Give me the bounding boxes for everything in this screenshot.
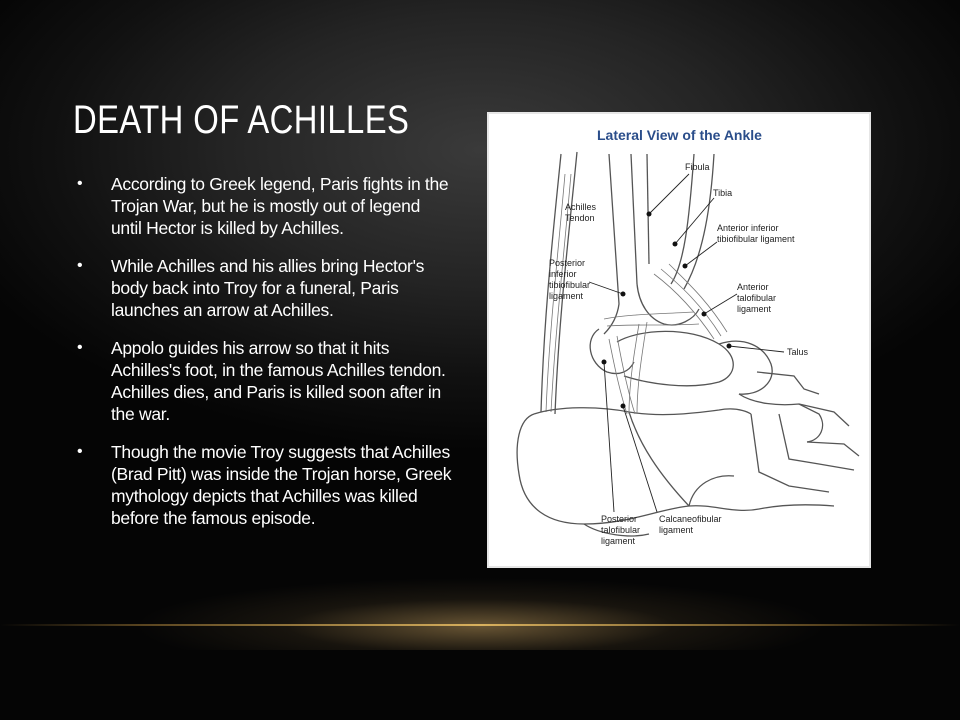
label-achilles-2: Tendon <box>565 213 595 223</box>
label-ant-inf-tib-2: tibiofibular ligament <box>717 234 795 244</box>
label-talus: Talus <box>787 347 809 357</box>
ankle-diagram-svg <box>489 114 869 566</box>
bullet-dot: • <box>77 175 83 192</box>
leg-bones-drawing <box>604 154 714 334</box>
diagram-title: Lateral View of the Ankle <box>597 127 762 143</box>
bullet-item <box>73 255 453 321</box>
label-post-inf-3: tibiofibular <box>549 280 591 290</box>
bullet-item <box>73 441 453 529</box>
label-post-talo-3: ligament <box>601 536 636 546</box>
bullet-dot: • <box>77 339 83 356</box>
label-post-talo-1: Posterior <box>601 514 638 524</box>
bullet-item <box>73 173 453 239</box>
bullet-dot: • <box>77 443 83 460</box>
label-calc-2: ligament <box>659 525 694 535</box>
foot-bones-drawing <box>517 329 859 536</box>
label-ant-talo-2: talofibular <box>737 293 777 303</box>
label-ant-inf-tib-1: Anterior inferior <box>717 223 779 233</box>
label-post-inf-2: inferior <box>549 269 577 279</box>
slide-title: DEATH OF ACHILLES <box>73 98 410 142</box>
label-achilles-1: Achilles <box>565 202 597 212</box>
bullet-text: According to Greek legend, Paris fights in the Trojan War, but he is mostly out of legend until Hector is killed by Achilles. <box>111 174 449 238</box>
bullet-text: While Achilles and his allies bring Hector's body back into Troy for a funeral, Paris launches an arrow at Achilles. <box>111 256 425 320</box>
accent-line <box>0 624 960 626</box>
bullet-item <box>73 337 453 425</box>
bottom-glow <box>0 560 960 650</box>
bullet-list <box>73 173 453 545</box>
label-post-talo-2: talofibular <box>601 525 641 535</box>
label-ant-talo-1: Anterior <box>737 282 769 292</box>
label-tibia: Tibia <box>713 188 733 198</box>
bullet-text: Appolo guides his arrow so that it hits Achilles's foot, in the famous Achilles tendon. Achilles dies, and Paris is killed soon after in the war. <box>111 338 446 424</box>
label-ant-talo-3: ligament <box>737 304 772 314</box>
label-post-inf-4: ligament <box>549 291 584 301</box>
ankle-diagram <box>487 112 871 568</box>
label-calc-1: Calcaneofibular <box>659 514 722 524</box>
bullet-text: Though the movie Troy suggests that Achilles (Brad Pitt) was inside the Trojan horse, Greek mythology depicts that Achilles was killed before the famous episode. <box>111 442 452 528</box>
label-fibula: Fibula <box>685 162 710 172</box>
bullet-dot: • <box>77 257 83 274</box>
label-post-inf-1: Posterior <box>549 258 586 268</box>
